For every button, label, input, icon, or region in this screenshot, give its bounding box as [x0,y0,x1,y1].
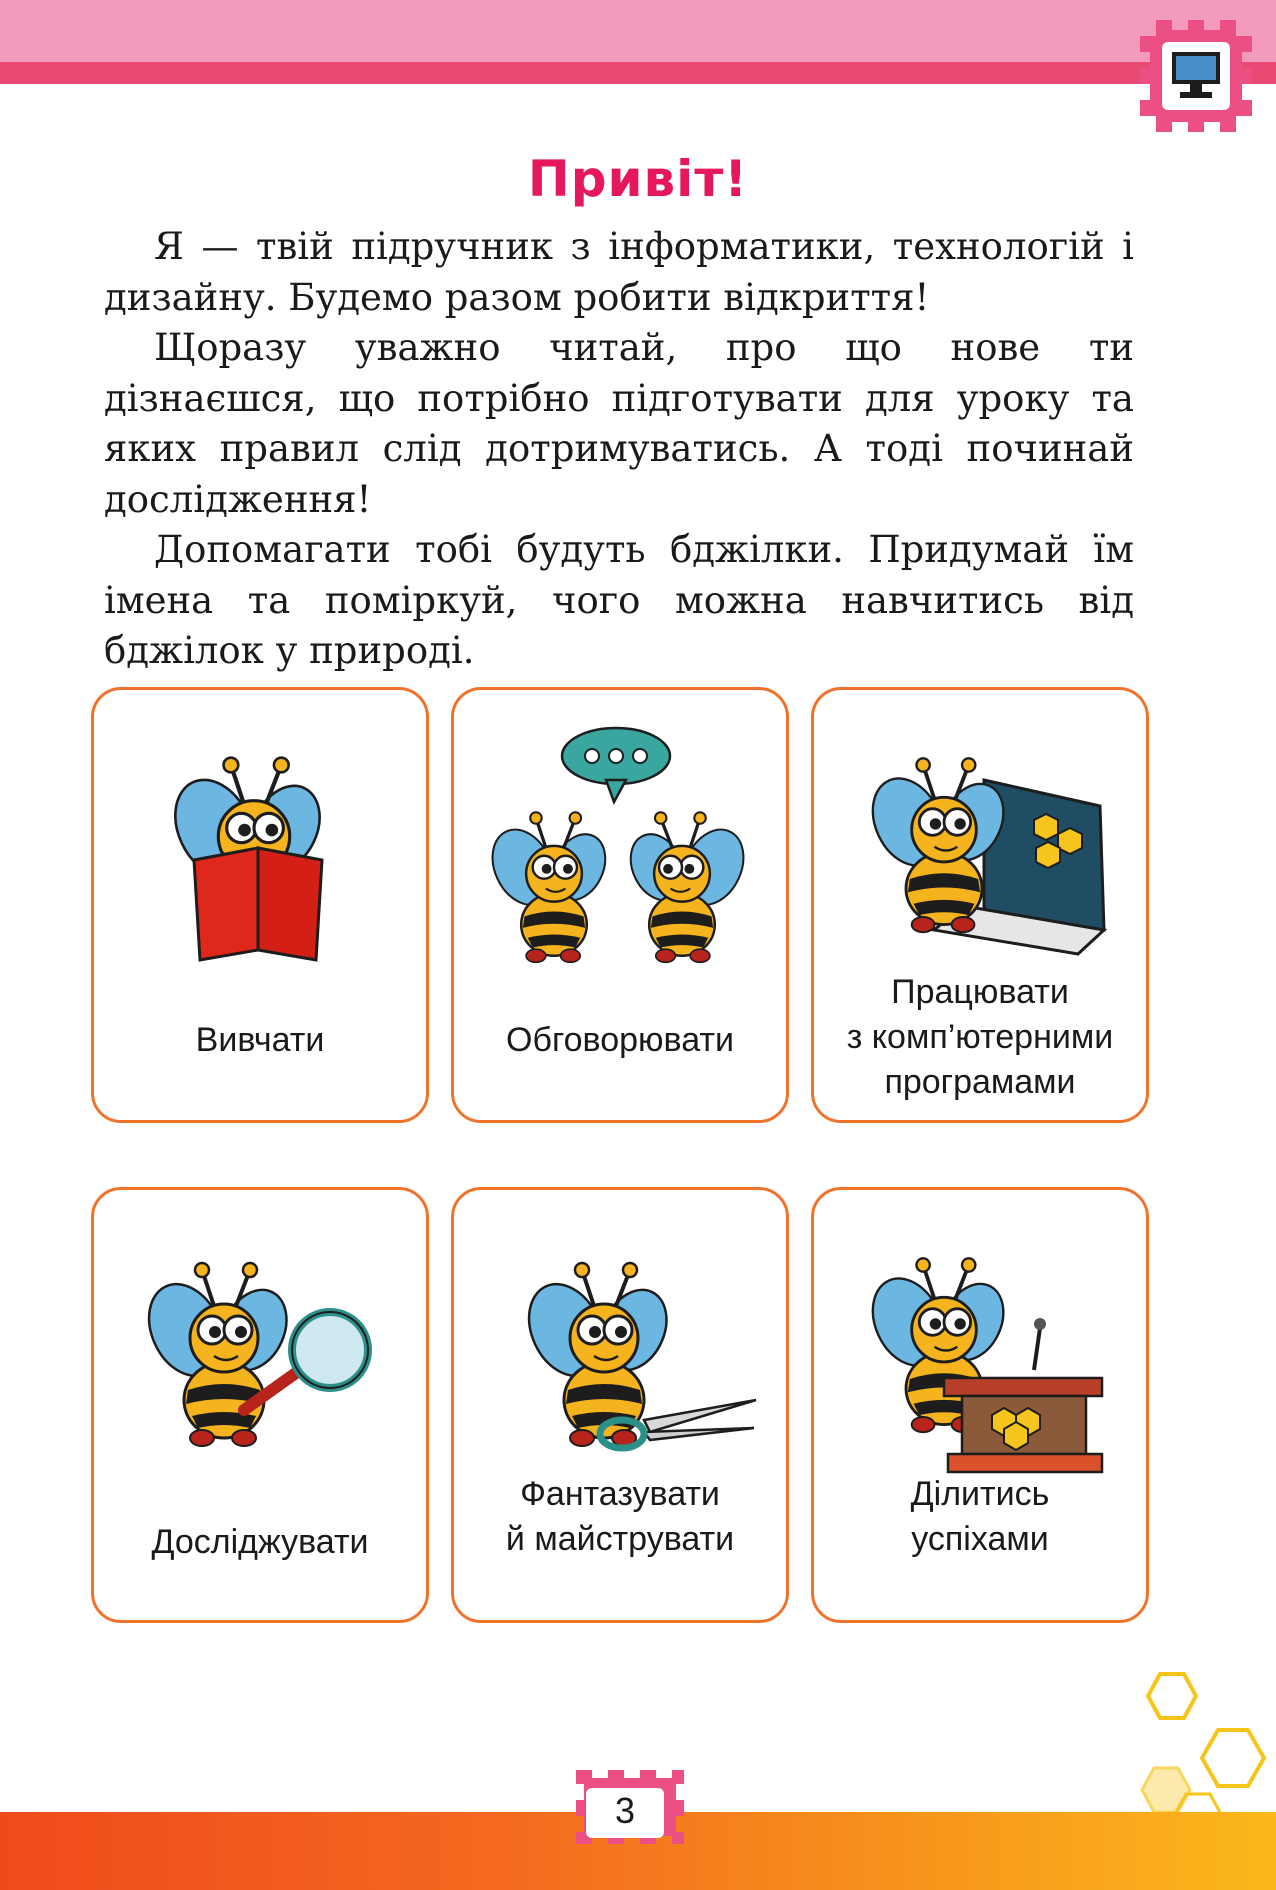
card-label: Досліджувати [151,1523,369,1561]
monitor-icon [1140,20,1252,132]
card-label-line: Працювати [891,973,1069,1011]
card-label [454,1472,786,1562]
bee-scissors-icon [454,1210,786,1500]
page-title: Привіт! [527,150,749,208]
card-label [814,1472,1146,1562]
card-label: Вивчати [195,1021,325,1059]
bees-talking-icon [454,710,786,1000]
page-number: 3 [614,1790,636,1831]
intro-paragraph-3: Допомагати тобі будуть бджілки. Придумай їм імена та поміркуй, чого можна навчитись від бджілок у природі. [104,528,1134,672]
card-work-programs [811,687,1149,1123]
card-research [91,1187,429,1623]
bee-laptop-icon [814,710,1146,1000]
card-label-line: з комп’ютерними [846,1018,1114,1056]
intro-text [104,222,1134,677]
card-label-line: й майструвати [505,1520,735,1558]
bee-podium-icon [814,1210,1146,1500]
header-band [0,0,1276,62]
card-label-line: Фантазувати [520,1475,720,1513]
intro-paragraph-2: Щоразу уважно читай, про що нове ти дізнаєшся, що потрібно підготувати для уроку та яких правил слід дотримуватись. А тоді починай дослідження! [104,326,1134,521]
card-label: Обговорювати [506,1021,734,1059]
bee-reading-icon [94,710,426,1000]
card-share [811,1187,1149,1623]
bee-magnifier-icon [94,1210,426,1500]
intro-paragraph-1: Я — твій підручник з інформатики, технологій і дизайну. Будемо разом робити відкриття! [104,225,1134,319]
card-study [91,687,429,1123]
card-label [814,970,1146,1105]
card-label-line: Ділитись [910,1475,1050,1513]
card-create [451,1187,789,1623]
card-label-line: успіхами [911,1520,1049,1558]
header-line [0,62,1276,84]
card-label-line: програмами [884,1063,1076,1101]
card-discuss [451,687,789,1123]
